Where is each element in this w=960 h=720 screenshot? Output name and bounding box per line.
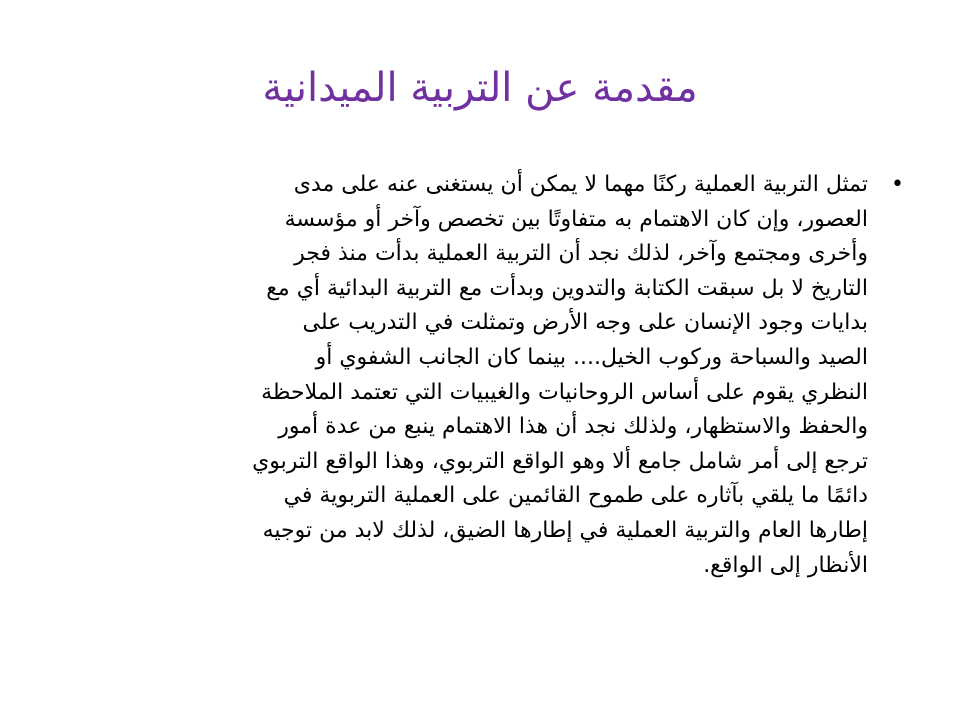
body-line: والحفظ والاستظهار، ولذلك نجد أن هذا الاهتمام ينبع من عدة أمور	[278, 414, 868, 440]
body-line: الصيد والسباحة وركوب الخيل.... بينما كان الجانب الشفوي أو	[315, 344, 868, 370]
body-line: دائمًا ما يلقي بآثاره على طموح القائمين على العملية التربوية في	[283, 483, 868, 509]
bullet-list	[92, 168, 908, 583]
body-line: الأنظار إلى الواقع.	[703, 552, 868, 578]
body-line: التاريخ لا بل سبقت الكتابة والتدوين وبدأت مع التربية البدائية أي مع	[266, 275, 868, 301]
bullet-item	[92, 168, 908, 583]
bullet-icon: •	[891, 172, 904, 197]
body-line: بدايات وجود الإنسان على وجه الأرض وتمثلت في التدريب على	[302, 310, 868, 336]
body-line: ترجع إلى أمر شامل جامع ألا وهو الواقع التربوي، وهذا الواقع التربوي	[252, 448, 868, 474]
body-line: وأخرى ومجتمع وآخر، لذلك نجد أن التربية العملية بدأت منذ فجر	[294, 241, 868, 267]
body-line: النظري يقوم على أساس الروحانيات والغيبيات التي تعتمد الملاحظة	[261, 379, 868, 405]
body-line: تمثل التربية العملية ركنًا مهما لا يمكن أن يستغنى عنه على مدى	[293, 172, 868, 197]
bullet-text	[92, 168, 868, 583]
body-line: إطارها العام والتربية العملية في إطارها الضيق، لذلك لابد من توجيه	[262, 517, 868, 543]
slide-title: مقدمة عن التربية الميدانية	[262, 65, 698, 111]
body-line: العصور، وإن كان الاهتمام به متفاوتًا بين تخصص وآخر أو مؤسسة	[284, 206, 868, 232]
slide-content	[92, 168, 908, 648]
